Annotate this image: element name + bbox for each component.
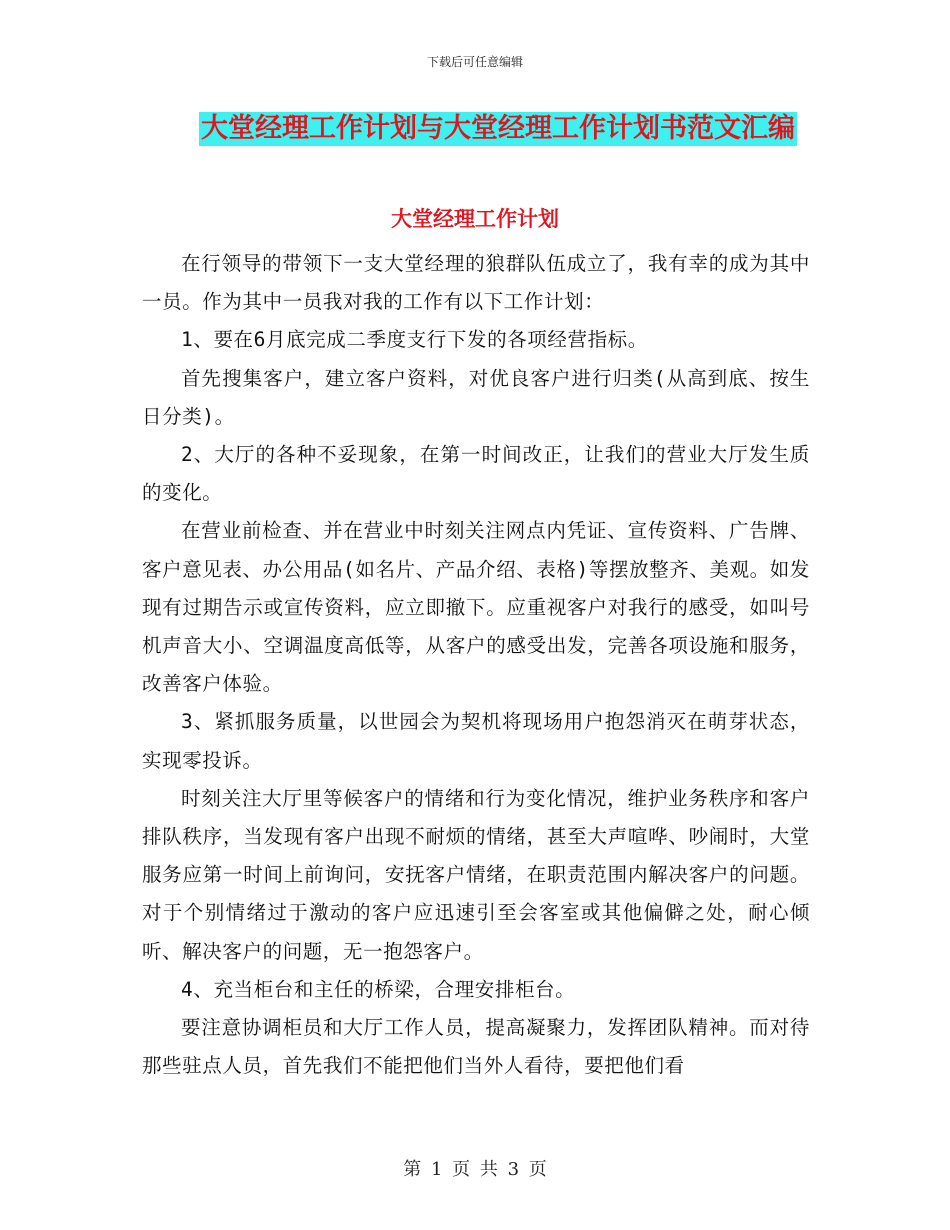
paragraph: 在行领导的带领下一支大堂经理的狼群队伍成立了，我有幸的成为其中一员。作为其中一员我对我的工作有以下工作计划： [142,252,810,314]
document-title: 大堂经理工作计划与大堂经理工作计划书范文汇编 [201,113,795,144]
paragraph: 4、充当柜台和主任的桥梁，合理安排柜台。 [181,977,576,1001]
section-title: 大堂经理工作计划 [391,207,559,231]
document-body [142,245,810,1085]
paragraph: 2、大厅的各种不妥现象，在第一时间改正，让我们的营业大厅发生质的变化。 [142,443,810,505]
paragraph: 时刻关注大厅里等候客户的情绪和行为变化情况，维护业务秩序和客户排队秩序，当发现有客户出现不耐烦的情绪，甚至大声喧哗、吵闹时，大堂服务应第一时间上前询问，安抚客户情绪，在职责范围内解决客户的问题。对于个别情绪过于激动的客户应迅速引至会客室或其他偏僻之处，耐心倾听、解决客户的问题，无一抱怨客户。 [142,786,810,963]
page-header-note: 下载后可任意编辑 [426,55,523,69]
paragraph: 1、要在6月底完成二季度支行下发的各项经营指标。 [181,328,648,352]
paragraph: 首先搜集客户，建立客户资料，对优良客户进行归类(从高到底、按生日分类)。 [142,366,810,428]
document-title-container [0,112,950,146]
paragraph: 要注意协调柜员和大厅工作人员，提高凝聚力，发挥团队精神。而对待那些驻点人员，首先我们不能把他们当外人看待，要把他们看 [142,1016,810,1078]
paragraph: 3、紧抓服务质量，以世园会为契机将现场用户抱怨消灭在萌芽状态，实现零投诉。 [142,710,810,772]
paragraph: 在营业前检查、并在营业中时刻关注网点内凭证、宣传资料、广告牌、客户意见表、办公用品(如名片、产品介绍、表格)等摆放整齐、美观。如发现有过期告示或宣传资料，应立即撤下。应重视客户对我行的感受，如叫号机声音大小、空调温度高低等，从客户的感受出发，完善各项设施和服务，改善客户体验。 [142,519,810,696]
page-number-footer: 第 1 页 共 3 页 [403,1159,547,1180]
